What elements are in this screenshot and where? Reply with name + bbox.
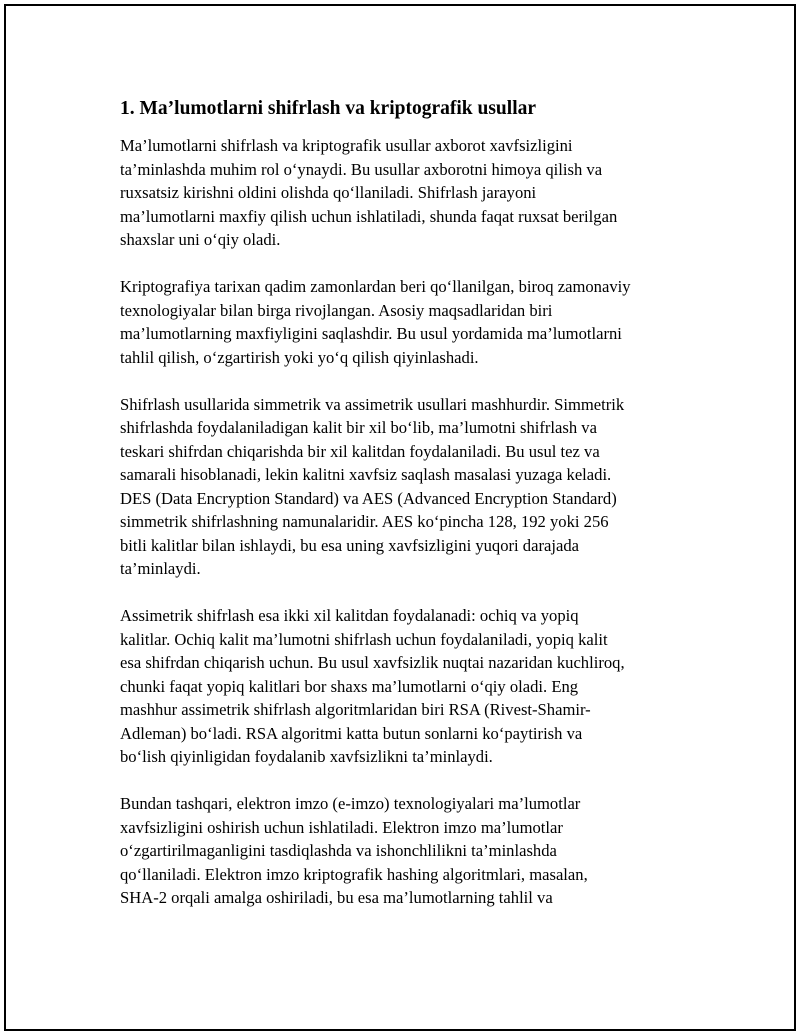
paragraph-line: bitli kalitlar bilan ishlaydi, bu esa uning xavfsizligini yuqori darajada bbox=[120, 535, 579, 555]
paragraph bbox=[120, 134, 695, 252]
paragraph bbox=[120, 792, 695, 910]
paragraph-line: kalitlar. Ochiq kalit ma’lumotni shifrlash uchun foydalaniladi, yopiq kalit bbox=[120, 629, 608, 649]
paragraph-line: o‘zgartirilmaganligini tasdiqlashda va ishonchlilikni ta’minlashda bbox=[120, 841, 557, 860]
paragraph bbox=[120, 393, 695, 581]
paragraph-line: ma’lumotlarning maxfiyligini saqlashdir. Bu usul yordamida ma’lumotlarni bbox=[120, 324, 622, 343]
document-page bbox=[4, 4, 796, 1031]
paragraph-line: tahlil qilish, o‘zgartirish yoki yo‘q qilish qiyinlashadi. bbox=[120, 347, 479, 367]
paragraph-line: ta’minlashda muhim rol o‘ynaydi. Bu usullar axborotni himoya qilish va bbox=[120, 159, 603, 179]
paragraph-line: esa shifrdan chiqarish uchun. Bu usul xavfsizlik nuqtai nazaridan kuchliroq, bbox=[120, 653, 625, 672]
paragraph bbox=[120, 604, 695, 769]
paragraph-line: chunki faqat yopiq kalitlari bor shaxs ma’lumotlarni o‘qiy oladi. Eng bbox=[120, 676, 579, 696]
paragraph-line: xavfsizligini oshirish uchun ishlatiladi. Elektron imzo ma’lumotlar bbox=[120, 817, 563, 837]
paragraph-line: SHA-2 orqali amalga oshiriladi, bu esa ma’lumotlarning tahlil va bbox=[120, 888, 553, 907]
paragraph-list bbox=[120, 134, 695, 910]
paragraph-line: Adleman) bo‘ladi. RSA algoritmi katta butun sonlarni ko‘paytirish va bbox=[120, 723, 583, 743]
paragraph-line: teskari shifrdan chiqarishda bir xil kalitdan foydalaniladi. Bu usul tez va bbox=[120, 441, 600, 461]
paragraph-line: samarali hisoblanadi, lekin kalitni xavfsiz saqlash masalasi yuzaga keladi. bbox=[120, 465, 612, 484]
paragraph-line: texnologiyalar bilan birga rivojlangan. Asosiy maqsadlaridan biri bbox=[120, 300, 553, 320]
paragraph-line: ma’lumotlarni maxfiy qilish uchun ishlatiladi, shunda faqat ruxsat berilgan bbox=[120, 206, 618, 226]
paragraph-line: simmetrik shifrlashning namunalaridir. AES ko‘pincha 128, 192 yoki 256 bbox=[120, 512, 609, 531]
paragraph-line: Shifrlash usullarida simmetrik va assimetrik usullari mashhurdir. Simmetrik bbox=[120, 394, 625, 414]
paragraph-line: Ma’lumotlarni shifrlash va kriptografik usullar axborot xavfsizligini bbox=[120, 136, 573, 155]
document-content bbox=[120, 96, 695, 933]
section-heading: 1. Ma’lumotlarni shifrlash va kriptografik usullar bbox=[120, 98, 537, 119]
paragraph-line: Kriptografiya tarixan qadim zamonlardan beri qo‘llanilgan, biroq zamonaviy bbox=[120, 277, 631, 296]
paragraph-line: Assimetrik shifrlash esa ikki xil kalitdan foydalanadi: ochiq va yopiq bbox=[120, 606, 579, 625]
paragraph-line: qo‘llaniladi. Elektron imzo kriptografik hashing algoritmlari, masalan, bbox=[120, 864, 588, 884]
paragraph bbox=[120, 275, 695, 369]
paragraph-line: Bundan tashqari, elektron imzo (e-imzo) texnologiyalari ma’lumotlar bbox=[120, 794, 581, 813]
paragraph-line: DES (Data Encryption Standard) va AES (Advanced Encryption Standard) bbox=[120, 488, 617, 508]
paragraph-line: bo‘lish qiyinligidan foydalanib xavfsizlikni ta’minlaydi. bbox=[120, 747, 493, 766]
paragraph-line: mashhur assimetrik shifrlash algoritmlaridan biri RSA (Rivest-Shamir- bbox=[120, 700, 591, 719]
paragraph-line: ta’minlaydi. bbox=[120, 559, 201, 578]
paragraph-line: shaxslar uni o‘qiy oladi. bbox=[120, 230, 281, 249]
paragraph-line: ruxsatsiz kirishni oldini olishda qo‘llaniladi. Shifrlash jarayoni bbox=[120, 183, 537, 202]
paragraph-line: shifrlashda foydalaniladigan kalit bir xil bo‘lib, ma’lumotni shifrlash va bbox=[120, 418, 597, 437]
